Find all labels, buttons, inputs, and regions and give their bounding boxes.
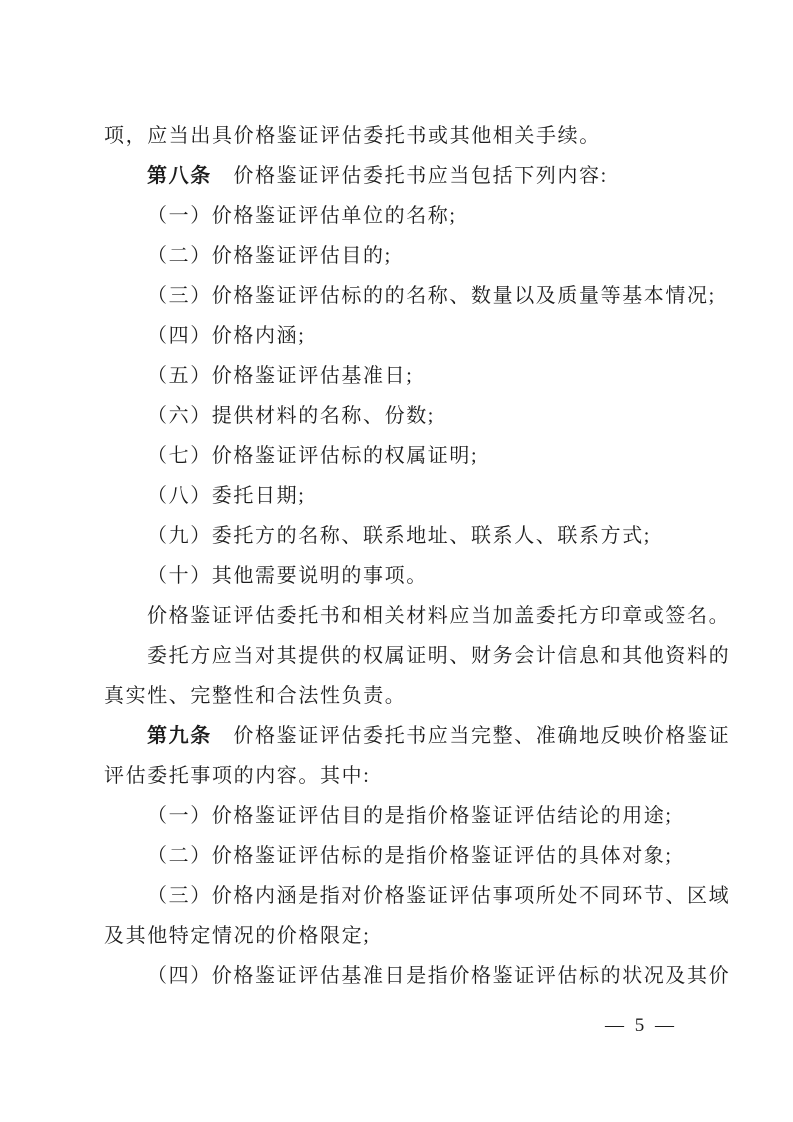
section-heading-line: 第八条 价格鉴证评估委托书应当包括下列内容: <box>147 165 608 187</box>
text-line: 价格鉴证评估委托书和相关材料应当加盖委托方印章或签名。 <box>147 605 731 627</box>
text-line: （二）价格鉴证评估目的; <box>147 245 392 267</box>
text-line: （十）其他需要说明的事项。 <box>147 565 428 587</box>
section-heading-line: 第九条 价格鉴证评估委托书应当完整、准确地反映价格鉴证 <box>147 725 731 747</box>
text-line: （一）价格鉴证评估单位的名称; <box>147 205 457 227</box>
text-line: （九）委托方的名称、联系地址、联系人、联系方式; <box>147 525 651 547</box>
text-line: 真实性、完整性和合法性负责。 <box>104 685 407 707</box>
text-line: （一）价格鉴证评估目的是指价格鉴证评估结论的用途; <box>147 805 673 827</box>
page-number: — 5 — <box>605 1015 677 1036</box>
document-body <box>104 116 731 996</box>
text-line: 委托方应当对其提供的权属证明、财务会计信息和其他资料的 <box>147 645 731 667</box>
text-line: （四）价格鉴证评估基准日是指价格鉴证评估标的状况及其价 <box>147 965 731 987</box>
text-line: （六）提供材料的名称、份数; <box>147 405 435 427</box>
text-line: （三）价格鉴证评估标的的名称、数量以及质量等基本情况; <box>147 285 716 307</box>
text-line: （三）价格内涵是指对价格鉴证评估事项所处不同环节、区域 <box>147 885 731 907</box>
text-line: （八）委托日期; <box>147 485 306 507</box>
text-line: 项，应当出具价格鉴证评估委托书或其他相关手续。 <box>104 125 601 147</box>
text-line: （七）价格鉴证评估标的权属证明; <box>147 445 479 467</box>
text-line: （二）价格鉴证评估标的是指价格鉴证评估的具体对象; <box>147 845 673 867</box>
text-line: （五）价格鉴证评估基准日; <box>147 365 414 387</box>
text-line: （四）价格内涵; <box>147 325 306 347</box>
text-line: 及其他特定情况的价格限定; <box>104 925 371 947</box>
section-number: 第八条 <box>147 165 212 187</box>
section-number: 第九条 <box>147 725 212 747</box>
text-line: 评估委托事项的内容。其中: <box>104 765 371 787</box>
